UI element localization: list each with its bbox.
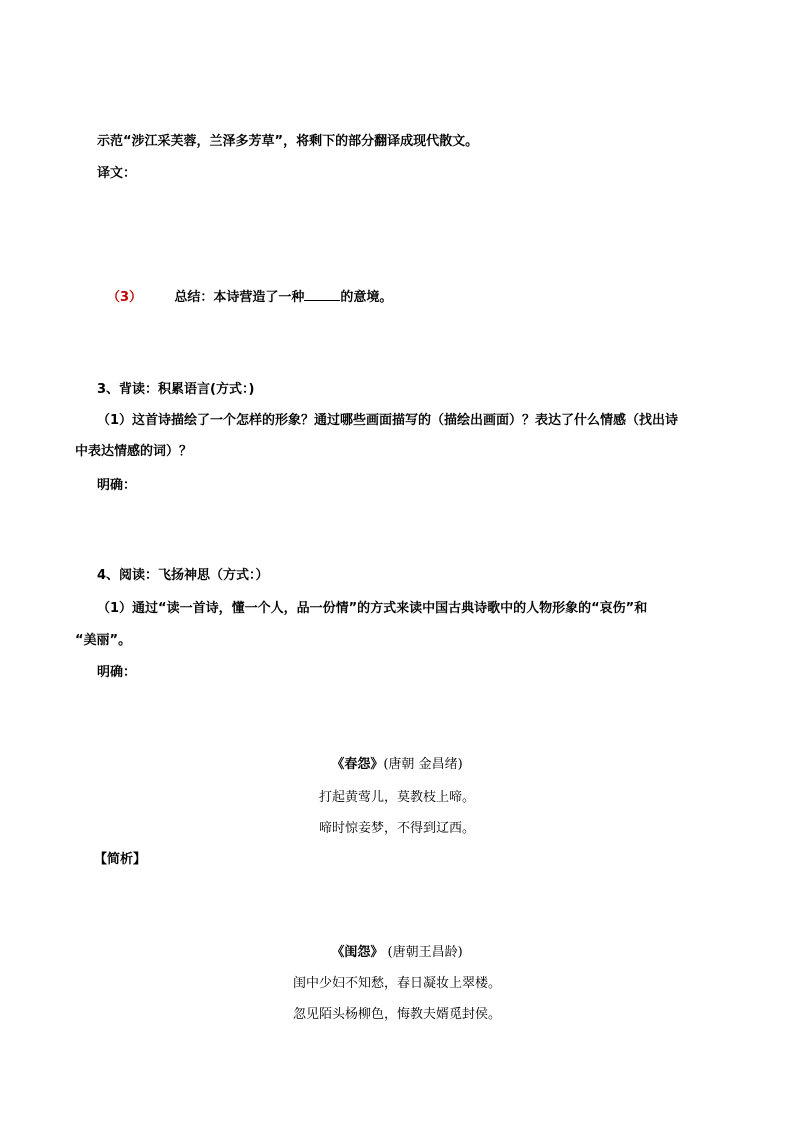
poem2-title: 《闺怨》 bbox=[331, 945, 384, 960]
translation-label: 译文： bbox=[97, 166, 137, 181]
poem2-author: (唐朝王昌龄) bbox=[383, 945, 463, 960]
poem1-heading bbox=[0, 755, 794, 775]
summary-text-after: 的意境。 bbox=[340, 290, 393, 305]
section3-answer-label: 明确： bbox=[97, 478, 137, 493]
poem2-line1: 闺中少妇不知愁，春日凝妆上翠楼。 bbox=[292, 976, 501, 991]
analysis-label: 【简析】 bbox=[94, 852, 147, 867]
summary-text-before: 总结：本诗营造了一种 bbox=[174, 290, 305, 305]
poem1-line2: 啼时惊妾梦，不得到辽西。 bbox=[318, 821, 475, 836]
section4-question-line1: （1）通过“读一首诗，懂一个人，品一份情”的方式来读中国古典诗歌中的人物形象的“哀伤”和 bbox=[97, 601, 648, 616]
section3-heading: 3、背读：积累语言(方式：) bbox=[97, 382, 255, 397]
section3-question-line1: （1）这首诗描绘了一个怎样的形象？通过哪些画面描写的（描绘出画面）？表达了什么情感（找出诗 bbox=[97, 413, 679, 428]
poem1-line1: 打起黄莺儿，莫教枝上啼。 bbox=[318, 790, 475, 805]
translation-instruction: 示范“涉江采芙蓉，兰泽多芳草”，将剩下的部分翻译成现代散文。 bbox=[97, 134, 479, 149]
section3-question-line2: 中表达情感的词）？ bbox=[75, 444, 193, 459]
summary-row bbox=[107, 288, 392, 307]
poem1-title: 《春怨》 bbox=[331, 757, 384, 772]
poem2-heading bbox=[0, 943, 794, 963]
section4-heading: 4、阅读：飞扬神思（方式：） bbox=[97, 568, 269, 583]
summary-number: （3） bbox=[107, 290, 143, 305]
section4-question-line2: “美丽”。 bbox=[75, 633, 132, 648]
poem2-line2: 忽见陌头杨柳色，悔教夫婿觅封侯。 bbox=[292, 1007, 501, 1022]
section4-answer-label: 明确： bbox=[97, 665, 137, 680]
fill-in-blank[interactable] bbox=[304, 288, 340, 301]
poem1-author: (唐朝 金昌绪) bbox=[383, 757, 463, 772]
